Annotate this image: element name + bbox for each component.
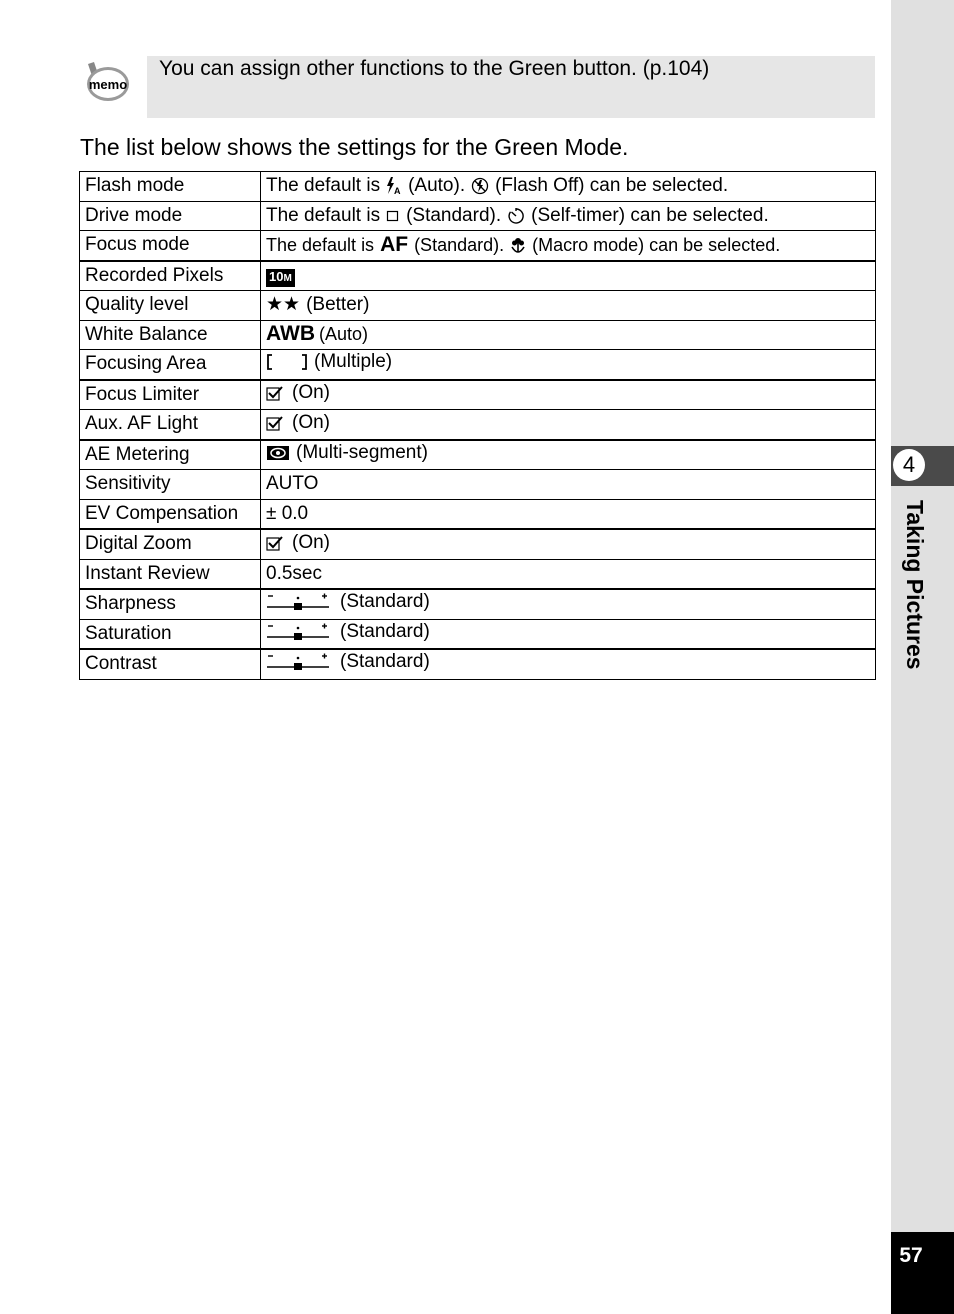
row-value: The default is A (Auto). (Flash Off) can be selected.	[261, 172, 876, 202]
standard-level-scale-icon	[266, 653, 330, 671]
page-number: 57	[899, 1244, 923, 1267]
row-value: ± 0.0	[261, 499, 876, 529]
row-value: (On)	[261, 410, 876, 440]
row-label: Focusing Area	[80, 350, 261, 380]
svg-text:A: A	[394, 186, 401, 197]
memo-box	[147, 56, 875, 118]
row-value: (Standard)	[261, 619, 876, 649]
row-value: ★★ (Better)	[261, 291, 876, 321]
intro-text: The list below shows the settings for the Green Mode.	[80, 134, 629, 160]
table-row	[80, 619, 876, 649]
recorded-pixels-10m-icon: 10M	[266, 269, 295, 287]
table-row	[80, 440, 876, 470]
row-label: Saturation	[80, 619, 261, 649]
row-label: Recorded Pixels	[80, 261, 261, 291]
row-label: Aux. AF Light	[80, 410, 261, 440]
chapter-number: 4	[893, 449, 925, 481]
table-row	[80, 410, 876, 440]
row-value: (Standard)	[261, 649, 876, 679]
table-row	[80, 261, 876, 291]
table-row	[80, 320, 876, 350]
standard-level-scale-icon	[266, 593, 330, 611]
row-label: Focus mode	[80, 231, 261, 261]
multi-segment-metering-icon	[266, 445, 290, 461]
row-label: Sharpness	[80, 589, 261, 619]
row-value: AUTO	[261, 470, 876, 500]
memo-text: You can assign other functions to the Green button. (p.104)	[159, 57, 710, 80]
table-row	[80, 350, 876, 380]
standard-level-scale-icon	[266, 623, 330, 641]
row-value: (Multi-segment)	[261, 440, 876, 470]
row-value: The default is (Standard). (Self-timer) can be selected.	[261, 201, 876, 231]
chapter-title: Taking Pictures	[902, 500, 928, 670]
table-row	[80, 380, 876, 410]
svg-text:memo: memo	[88, 77, 128, 92]
row-label: Quality level	[80, 291, 261, 321]
row-label: Digital Zoom	[80, 529, 261, 559]
awb-icon: AWB	[266, 322, 315, 346]
macro-flower-icon	[510, 236, 526, 254]
memo-icon	[80, 60, 132, 106]
table-row	[80, 589, 876, 619]
table-row	[80, 499, 876, 529]
row-label: EV Compensation	[80, 499, 261, 529]
checkbox-checked-icon	[266, 385, 284, 401]
flash-off-icon	[471, 177, 489, 195]
row-value: (On)	[261, 380, 876, 410]
table-row	[80, 470, 876, 500]
flash-auto-icon	[386, 176, 402, 196]
table-row	[80, 291, 876, 321]
row-label: Sensitivity	[80, 470, 261, 500]
row-value: The default is AF (Standard). (Macro mode) can be selected.	[261, 231, 876, 261]
row-label: Focus Limiter	[80, 380, 261, 410]
settings-table	[79, 171, 876, 680]
table-row	[80, 559, 876, 589]
page-number-tab	[891, 1232, 954, 1314]
row-value: AWB (Auto)	[261, 320, 876, 350]
row-value: 0.5sec	[261, 559, 876, 589]
row-label: Drive mode	[80, 201, 261, 231]
checkbox-checked-icon	[266, 535, 284, 551]
table-row	[80, 201, 876, 231]
row-value: (Multiple)	[261, 350, 876, 380]
row-label: Contrast	[80, 649, 261, 679]
row-label: AE Metering	[80, 440, 261, 470]
checkbox-checked-icon	[266, 415, 284, 431]
row-value: (Standard)	[261, 589, 876, 619]
single-frame-icon	[386, 209, 400, 223]
af-standard-icon: AF	[380, 232, 409, 256]
row-value: (On)	[261, 529, 876, 559]
table-row	[80, 649, 876, 679]
row-label: Instant Review	[80, 559, 261, 589]
table-row	[80, 172, 876, 202]
row-label: White Balance	[80, 320, 261, 350]
row-value	[261, 261, 876, 291]
table-row	[80, 231, 876, 261]
table-row	[80, 529, 876, 559]
self-timer-icon	[507, 207, 525, 225]
row-label: Flash mode	[80, 172, 261, 202]
quality-stars-icon: ★★	[266, 294, 301, 316]
chapter-tab	[891, 446, 954, 486]
multiple-af-area-icon	[266, 353, 308, 371]
